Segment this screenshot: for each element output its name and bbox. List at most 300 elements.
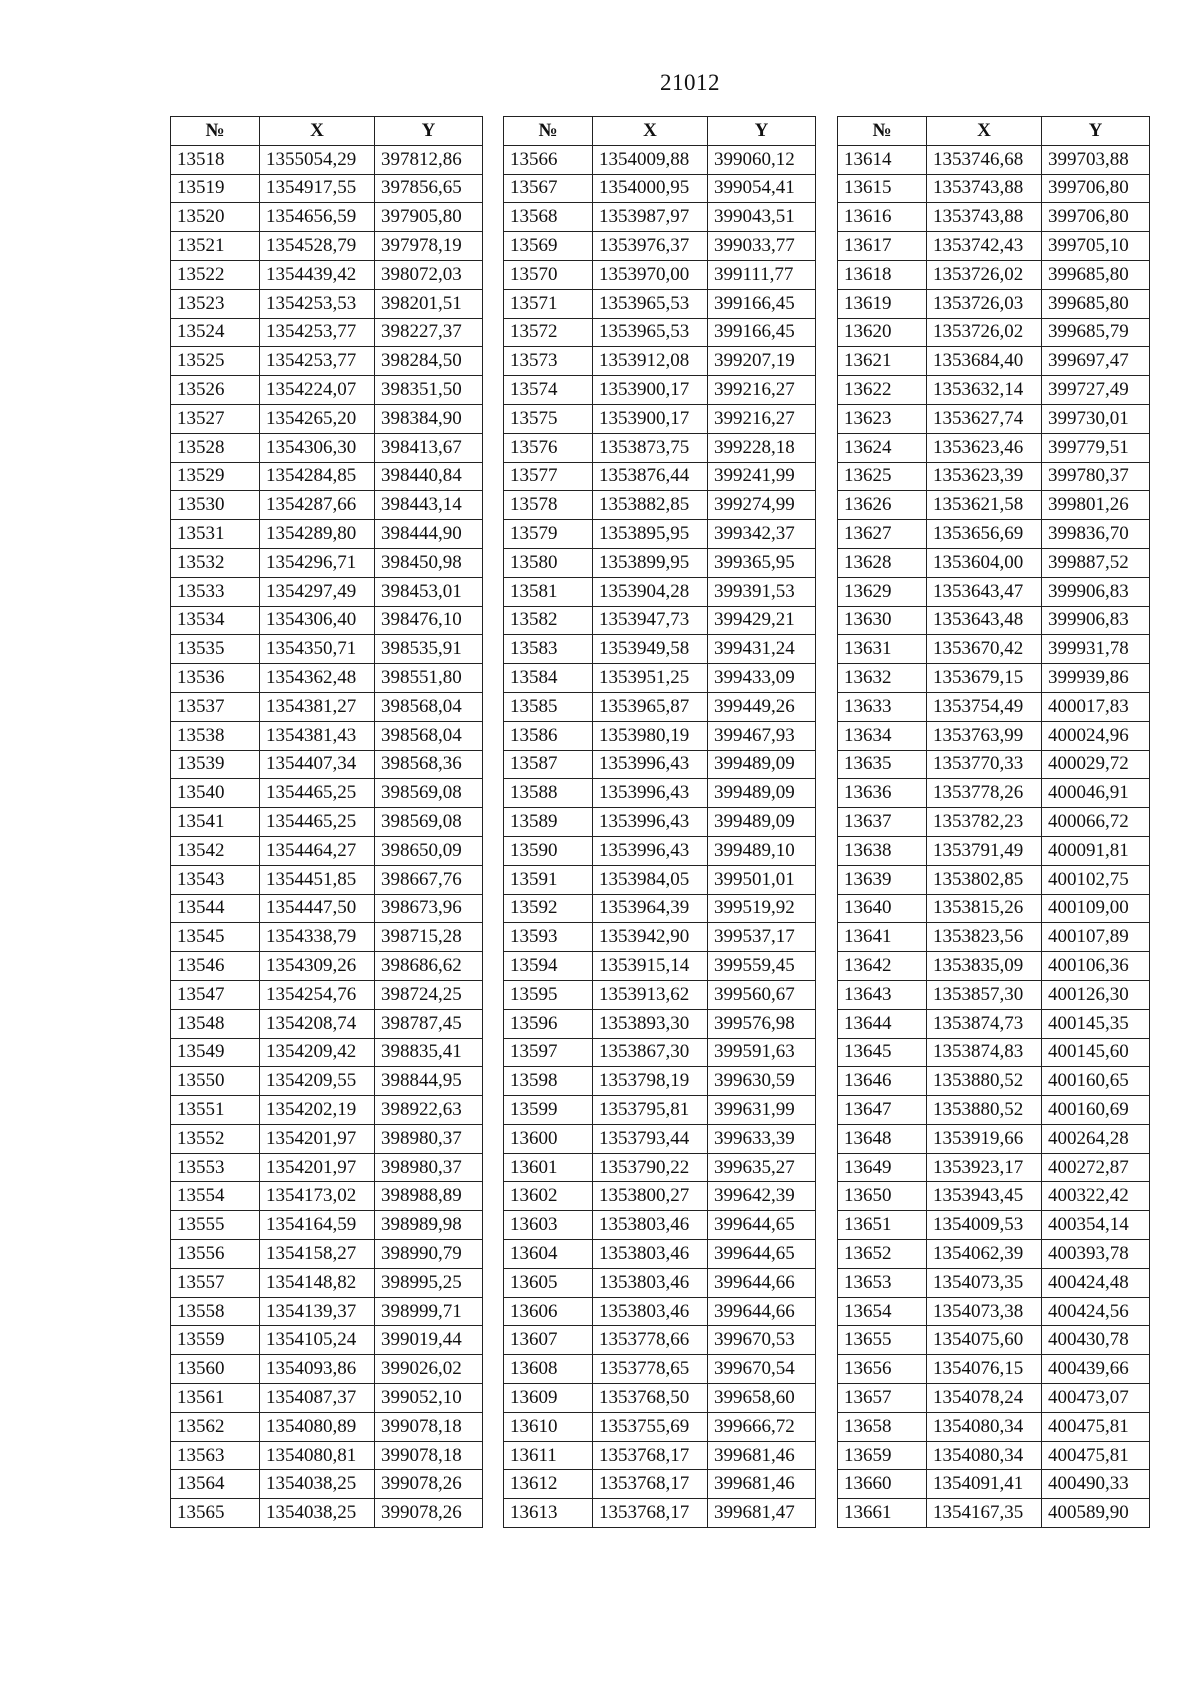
cell-number: 13522 xyxy=(171,260,260,289)
cell-y: 399706,80 xyxy=(1042,203,1150,232)
cell-y: 398568,36 xyxy=(375,750,483,779)
table-row xyxy=(504,1067,816,1096)
cell-number: 13575 xyxy=(504,404,593,433)
cell-x: 1353768,50 xyxy=(593,1384,708,1413)
cell-y: 399043,51 xyxy=(708,203,816,232)
cell-y: 398201,51 xyxy=(375,289,483,318)
table-row xyxy=(504,1326,816,1355)
cell-x: 1354158,27 xyxy=(260,1240,375,1269)
cell-x: 1353782,23 xyxy=(927,808,1042,837)
cell-number: 13529 xyxy=(171,462,260,491)
table-row xyxy=(171,433,483,462)
cell-y: 399644,65 xyxy=(708,1211,816,1240)
cell-number: 13635 xyxy=(838,750,927,779)
cell-number: 13623 xyxy=(838,404,927,433)
cell-x: 1353984,05 xyxy=(593,865,708,894)
table-row xyxy=(171,577,483,606)
cell-y: 398569,08 xyxy=(375,779,483,808)
cell-number: 13595 xyxy=(504,980,593,1009)
table-row xyxy=(171,721,483,750)
cell-x: 1353874,73 xyxy=(927,1009,1042,1038)
table-row xyxy=(838,1124,1150,1153)
table-row xyxy=(171,808,483,837)
cell-y: 399449,26 xyxy=(708,692,816,721)
cell-y: 398476,10 xyxy=(375,606,483,635)
cell-number: 13590 xyxy=(504,836,593,865)
table-row xyxy=(838,548,1150,577)
coordinates-table-1 xyxy=(170,116,483,1528)
cell-number: 13564 xyxy=(171,1470,260,1499)
table-row xyxy=(838,721,1150,750)
cell-number: 13572 xyxy=(504,318,593,347)
cell-y: 399216,27 xyxy=(708,376,816,405)
table-row xyxy=(171,1326,483,1355)
cell-y: 399207,19 xyxy=(708,347,816,376)
cell-x: 1354073,35 xyxy=(927,1268,1042,1297)
cell-number: 13604 xyxy=(504,1240,593,1269)
table-row xyxy=(504,520,816,549)
table-row xyxy=(171,491,483,520)
table-row xyxy=(504,692,816,721)
cell-y: 399591,63 xyxy=(708,1038,816,1067)
table-row xyxy=(504,491,816,520)
cell-y: 400475,81 xyxy=(1042,1441,1150,1470)
table-row xyxy=(171,318,483,347)
cell-y: 398568,04 xyxy=(375,692,483,721)
cell-x: 1353800,27 xyxy=(593,1182,708,1211)
header-number: № xyxy=(838,117,927,146)
cell-y: 398922,63 xyxy=(375,1096,483,1125)
cell-y: 400145,35 xyxy=(1042,1009,1150,1038)
table-row xyxy=(504,1268,816,1297)
table-row xyxy=(171,952,483,981)
table-row xyxy=(838,1182,1150,1211)
cell-number: 13520 xyxy=(171,203,260,232)
cell-x: 1353965,53 xyxy=(593,289,708,318)
cell-y: 399705,10 xyxy=(1042,232,1150,261)
cell-x: 1354038,25 xyxy=(260,1499,375,1528)
cell-number: 13640 xyxy=(838,894,927,923)
cell-x: 1354254,76 xyxy=(260,980,375,1009)
cell-x: 1354306,40 xyxy=(260,606,375,635)
cell-number: 13624 xyxy=(838,433,927,462)
cell-x: 1354350,71 xyxy=(260,635,375,664)
cell-x: 1353746,68 xyxy=(927,145,1042,174)
cell-number: 13596 xyxy=(504,1009,593,1038)
cell-x: 1354296,71 xyxy=(260,548,375,577)
cell-y: 399078,26 xyxy=(375,1499,483,1528)
cell-number: 13540 xyxy=(171,779,260,808)
cell-y: 400354,14 xyxy=(1042,1211,1150,1240)
cell-x: 1353656,69 xyxy=(927,520,1042,549)
table-row xyxy=(504,1153,816,1182)
cell-y: 398988,89 xyxy=(375,1182,483,1211)
cell-number: 13653 xyxy=(838,1268,927,1297)
table-row xyxy=(504,664,816,693)
table-row xyxy=(504,1470,816,1499)
cell-y: 397856,65 xyxy=(375,174,483,203)
table-row xyxy=(838,145,1150,174)
cell-number: 13629 xyxy=(838,577,927,606)
table-row xyxy=(504,289,816,318)
cell-x: 1354297,49 xyxy=(260,577,375,606)
cell-x: 1353743,88 xyxy=(927,174,1042,203)
cell-y: 399836,70 xyxy=(1042,520,1150,549)
cell-number: 13559 xyxy=(171,1326,260,1355)
cell-number: 13544 xyxy=(171,894,260,923)
cell-x: 1354075,60 xyxy=(927,1326,1042,1355)
table-row xyxy=(171,894,483,923)
table-row xyxy=(171,462,483,491)
cell-number: 13633 xyxy=(838,692,927,721)
cell-number: 13603 xyxy=(504,1211,593,1240)
cell-y: 399560,67 xyxy=(708,980,816,1009)
cell-number: 13661 xyxy=(838,1499,927,1528)
cell-x: 1354338,79 xyxy=(260,923,375,952)
cell-number: 13607 xyxy=(504,1326,593,1355)
table-row xyxy=(171,1211,483,1240)
cell-x: 1353823,56 xyxy=(927,923,1042,952)
cell-y: 400160,69 xyxy=(1042,1096,1150,1125)
table-row xyxy=(838,347,1150,376)
table-row xyxy=(504,808,816,837)
cell-x: 1353670,42 xyxy=(927,635,1042,664)
cell-number: 13646 xyxy=(838,1067,927,1096)
cell-number: 13525 xyxy=(171,347,260,376)
header-row xyxy=(171,117,483,146)
cell-number: 13642 xyxy=(838,952,927,981)
cell-number: 13565 xyxy=(171,1499,260,1528)
cell-number: 13619 xyxy=(838,289,927,318)
table-row xyxy=(171,232,483,261)
cell-number: 13598 xyxy=(504,1067,593,1096)
table-row xyxy=(838,1297,1150,1326)
coordinates-table-3 xyxy=(837,116,1150,1528)
cell-y: 400475,81 xyxy=(1042,1412,1150,1441)
cell-number: 13657 xyxy=(838,1384,927,1413)
cell-y: 399489,09 xyxy=(708,779,816,808)
table-row xyxy=(504,1211,816,1240)
cell-number: 13530 xyxy=(171,491,260,520)
cell-x: 1353987,97 xyxy=(593,203,708,232)
header-row xyxy=(838,117,1150,146)
table-row xyxy=(171,174,483,203)
table-row xyxy=(838,376,1150,405)
cell-y: 399644,65 xyxy=(708,1240,816,1269)
cell-x: 1353942,90 xyxy=(593,923,708,952)
cell-y: 399635,27 xyxy=(708,1153,816,1182)
table-row xyxy=(838,606,1150,635)
table-row xyxy=(171,1268,483,1297)
table-row xyxy=(171,520,483,549)
table-row xyxy=(838,865,1150,894)
cell-x: 1354309,26 xyxy=(260,952,375,981)
cell-number: 13656 xyxy=(838,1355,927,1384)
table-row xyxy=(838,1268,1150,1297)
cell-x: 1353742,43 xyxy=(927,232,1042,261)
cell-x: 1354201,97 xyxy=(260,1124,375,1153)
cell-y: 398667,76 xyxy=(375,865,483,894)
cell-number: 13592 xyxy=(504,894,593,923)
cell-x: 1353643,48 xyxy=(927,606,1042,635)
table-row xyxy=(838,1038,1150,1067)
cell-number: 13637 xyxy=(838,808,927,837)
cell-number: 13660 xyxy=(838,1470,927,1499)
table-row xyxy=(838,808,1150,837)
cell-number: 13547 xyxy=(171,980,260,1009)
cell-y: 398995,25 xyxy=(375,1268,483,1297)
cell-x: 1353919,66 xyxy=(927,1124,1042,1153)
cell-x: 1353755,69 xyxy=(593,1412,708,1441)
table-row xyxy=(504,1355,816,1384)
cell-x: 1353996,43 xyxy=(593,808,708,837)
table-row xyxy=(504,1384,816,1413)
cell-y: 398650,09 xyxy=(375,836,483,865)
cell-y: 398444,90 xyxy=(375,520,483,549)
cell-number: 13614 xyxy=(838,145,927,174)
cell-number: 13581 xyxy=(504,577,593,606)
cell-number: 13647 xyxy=(838,1096,927,1125)
cell-x: 1354381,27 xyxy=(260,692,375,721)
cell-y: 398980,37 xyxy=(375,1124,483,1153)
cell-x: 1354224,07 xyxy=(260,376,375,405)
table-row xyxy=(838,1326,1150,1355)
cell-x: 1353743,88 xyxy=(927,203,1042,232)
cell-number: 13566 xyxy=(504,145,593,174)
cell-x: 1353895,95 xyxy=(593,520,708,549)
cell-y: 397978,19 xyxy=(375,232,483,261)
cell-x: 1353798,19 xyxy=(593,1067,708,1096)
cell-y: 399033,77 xyxy=(708,232,816,261)
cell-y: 400046,91 xyxy=(1042,779,1150,808)
header-x: X xyxy=(260,117,375,146)
cell-y: 400109,00 xyxy=(1042,894,1150,923)
cell-x: 1353882,85 xyxy=(593,491,708,520)
cell-number: 13643 xyxy=(838,980,927,1009)
cell-y: 398413,67 xyxy=(375,433,483,462)
cell-x: 1354076,15 xyxy=(927,1355,1042,1384)
cell-number: 13599 xyxy=(504,1096,593,1125)
cell-number: 13605 xyxy=(504,1268,593,1297)
cell-y: 399576,98 xyxy=(708,1009,816,1038)
cell-number: 13536 xyxy=(171,664,260,693)
page-number: 21012 xyxy=(660,70,720,95)
cell-y: 399489,09 xyxy=(708,750,816,779)
cell-number: 13654 xyxy=(838,1297,927,1326)
cell-number: 13558 xyxy=(171,1297,260,1326)
table-row xyxy=(504,1009,816,1038)
cell-x: 1353803,46 xyxy=(593,1211,708,1240)
cell-number: 13586 xyxy=(504,721,593,750)
cell-y: 397812,86 xyxy=(375,145,483,174)
table-row xyxy=(504,1499,816,1528)
cell-x: 1354148,82 xyxy=(260,1268,375,1297)
cell-x: 1353726,03 xyxy=(927,289,1042,318)
cell-y: 398072,03 xyxy=(375,260,483,289)
cell-y: 399633,39 xyxy=(708,1124,816,1153)
cell-y: 399706,80 xyxy=(1042,174,1150,203)
cell-x: 1353965,87 xyxy=(593,692,708,721)
cell-y: 399703,88 xyxy=(1042,145,1150,174)
cell-x: 1353976,37 xyxy=(593,232,708,261)
cell-number: 13655 xyxy=(838,1326,927,1355)
cell-x: 1353915,14 xyxy=(593,952,708,981)
cell-number: 13651 xyxy=(838,1211,927,1240)
cell-number: 13602 xyxy=(504,1182,593,1211)
table-row xyxy=(504,260,816,289)
table-row xyxy=(504,318,816,347)
cell-x: 1354080,34 xyxy=(927,1412,1042,1441)
cell-x: 1353643,47 xyxy=(927,577,1042,606)
cell-x: 1354306,30 xyxy=(260,433,375,462)
cell-number: 13518 xyxy=(171,145,260,174)
cell-x: 1353876,44 xyxy=(593,462,708,491)
cell-y: 399060,12 xyxy=(708,145,816,174)
cell-x: 1353980,19 xyxy=(593,721,708,750)
cell-y: 398443,14 xyxy=(375,491,483,520)
cell-number: 13578 xyxy=(504,491,593,520)
cell-y: 399730,01 xyxy=(1042,404,1150,433)
table-row xyxy=(504,1240,816,1269)
cell-number: 13594 xyxy=(504,952,593,981)
cell-y: 399026,02 xyxy=(375,1355,483,1384)
cell-y: 399727,49 xyxy=(1042,376,1150,405)
cell-x: 1353893,30 xyxy=(593,1009,708,1038)
table-row xyxy=(838,894,1150,923)
cell-x: 1354087,37 xyxy=(260,1384,375,1413)
cell-x: 1353880,52 xyxy=(927,1067,1042,1096)
cell-y: 400393,78 xyxy=(1042,1240,1150,1269)
cell-number: 13632 xyxy=(838,664,927,693)
cell-x: 1353951,25 xyxy=(593,664,708,693)
table-row xyxy=(504,1096,816,1125)
table-row xyxy=(838,289,1150,318)
cell-y: 399644,66 xyxy=(708,1268,816,1297)
cell-x: 1353803,46 xyxy=(593,1268,708,1297)
table-row xyxy=(838,433,1150,462)
cell-x: 1353754,49 xyxy=(927,692,1042,721)
cell-x: 1353627,74 xyxy=(927,404,1042,433)
cell-x: 1354164,59 xyxy=(260,1211,375,1240)
header-number: № xyxy=(171,117,260,146)
table-row xyxy=(171,692,483,721)
cell-y: 400029,72 xyxy=(1042,750,1150,779)
cell-x: 1354253,77 xyxy=(260,347,375,376)
cell-number: 13539 xyxy=(171,750,260,779)
cell-x: 1353770,33 xyxy=(927,750,1042,779)
cell-y: 399467,93 xyxy=(708,721,816,750)
cell-y: 399939,86 xyxy=(1042,664,1150,693)
cell-x: 1353778,65 xyxy=(593,1355,708,1384)
table-row xyxy=(838,1153,1150,1182)
cell-x: 1353815,26 xyxy=(927,894,1042,923)
cell-x: 1354464,27 xyxy=(260,836,375,865)
table-row xyxy=(838,692,1150,721)
cell-number: 13552 xyxy=(171,1124,260,1153)
cell-y: 400024,96 xyxy=(1042,721,1150,750)
cell-y: 399631,99 xyxy=(708,1096,816,1125)
cell-x: 1353791,49 xyxy=(927,836,1042,865)
cell-y: 399681,46 xyxy=(708,1441,816,1470)
table-row xyxy=(838,635,1150,664)
cell-number: 13568 xyxy=(504,203,593,232)
cell-number: 13616 xyxy=(838,203,927,232)
cell-x: 1354287,66 xyxy=(260,491,375,520)
cell-number: 13531 xyxy=(171,520,260,549)
table-row xyxy=(504,1297,816,1326)
cell-y: 399681,47 xyxy=(708,1499,816,1528)
cell-y: 398844,95 xyxy=(375,1067,483,1096)
cell-y: 399685,80 xyxy=(1042,260,1150,289)
cell-y: 398551,80 xyxy=(375,664,483,693)
cell-x: 1354289,80 xyxy=(260,520,375,549)
cell-x: 1353604,00 xyxy=(927,548,1042,577)
cell-number: 13519 xyxy=(171,174,260,203)
table-row xyxy=(838,1240,1150,1269)
cell-y: 400017,83 xyxy=(1042,692,1150,721)
cell-number: 13556 xyxy=(171,1240,260,1269)
header-y: Y xyxy=(708,117,816,146)
table-row xyxy=(504,1441,816,1470)
table-row xyxy=(171,750,483,779)
cell-number: 13561 xyxy=(171,1384,260,1413)
cell-x: 1353778,26 xyxy=(927,779,1042,808)
cell-number: 13606 xyxy=(504,1297,593,1326)
table-row xyxy=(504,145,816,174)
cell-x: 1353964,39 xyxy=(593,894,708,923)
table-row xyxy=(838,1412,1150,1441)
cell-number: 13636 xyxy=(838,779,927,808)
cell-number: 13613 xyxy=(504,1499,593,1528)
cell-number: 13545 xyxy=(171,923,260,952)
cell-y: 400424,56 xyxy=(1042,1297,1150,1326)
cell-y: 398351,50 xyxy=(375,376,483,405)
table-row xyxy=(504,1038,816,1067)
cell-y: 400126,30 xyxy=(1042,980,1150,1009)
cell-number: 13574 xyxy=(504,376,593,405)
cell-number: 13648 xyxy=(838,1124,927,1153)
table-row xyxy=(838,1009,1150,1038)
cell-x: 1353873,75 xyxy=(593,433,708,462)
cell-y: 398990,79 xyxy=(375,1240,483,1269)
cell-number: 13615 xyxy=(838,174,927,203)
table-row xyxy=(504,347,816,376)
table-row xyxy=(171,779,483,808)
cell-number: 13541 xyxy=(171,808,260,837)
cell-number: 13587 xyxy=(504,750,593,779)
cell-y: 399433,09 xyxy=(708,664,816,693)
table-row xyxy=(838,923,1150,952)
cell-x: 1353684,40 xyxy=(927,347,1042,376)
cell-x: 1353768,17 xyxy=(593,1470,708,1499)
cell-x: 1353790,22 xyxy=(593,1153,708,1182)
cell-number: 13569 xyxy=(504,232,593,261)
cell-x: 1353726,02 xyxy=(927,260,1042,289)
cell-y: 400490,33 xyxy=(1042,1470,1150,1499)
cell-x: 1354080,34 xyxy=(927,1441,1042,1470)
cell-y: 398989,98 xyxy=(375,1211,483,1240)
cell-x: 1353623,46 xyxy=(927,433,1042,462)
cell-number: 13658 xyxy=(838,1412,927,1441)
cell-y: 400066,72 xyxy=(1042,808,1150,837)
cell-x: 1354073,38 xyxy=(927,1297,1042,1326)
table-row xyxy=(504,923,816,952)
table-row xyxy=(171,1384,483,1413)
cell-x: 1354917,55 xyxy=(260,174,375,203)
table-row xyxy=(838,836,1150,865)
cell-y: 398787,45 xyxy=(375,1009,483,1038)
cell-number: 13617 xyxy=(838,232,927,261)
